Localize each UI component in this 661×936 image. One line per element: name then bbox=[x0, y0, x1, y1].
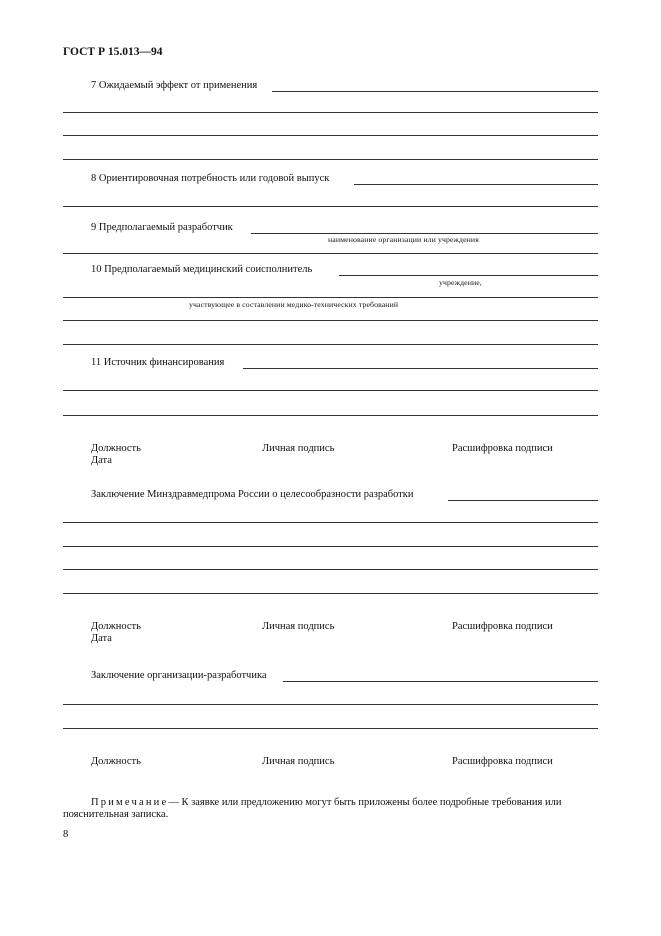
item-8-label: 8 Ориентировочная потребность или годовой выпуск bbox=[91, 173, 330, 184]
item-10-line[interactable] bbox=[63, 297, 598, 298]
developer-conclusion-field[interactable] bbox=[283, 681, 598, 682]
ministry-conclusion-field[interactable] bbox=[448, 500, 598, 501]
item-7-line[interactable] bbox=[63, 112, 598, 113]
position-label: Должность bbox=[91, 443, 141, 454]
developer-conclusion-line[interactable] bbox=[63, 728, 598, 729]
item-8-line[interactable] bbox=[63, 206, 598, 207]
item-9-caption: наименование организации или учреждения bbox=[328, 235, 479, 244]
item-11-line[interactable] bbox=[63, 415, 598, 416]
item-7-field[interactable] bbox=[272, 91, 598, 92]
standard-header: ГОСТ Р 15.013—94 bbox=[63, 46, 163, 58]
signature-decoding-label: Расшифровка подписи bbox=[452, 443, 553, 454]
note-text-continuation: пояснительная записка. bbox=[63, 809, 169, 820]
ministry-conclusion-line[interactable] bbox=[63, 593, 598, 594]
signature-decoding-label: Расшифровка подписи bbox=[452, 621, 553, 632]
ministry-conclusion-line[interactable] bbox=[63, 522, 598, 523]
page-number: 8 bbox=[63, 829, 69, 840]
note-label: Примечание bbox=[91, 797, 169, 808]
item-10-field[interactable] bbox=[339, 275, 598, 276]
signature-decoding-label: Расшифровка подписи bbox=[452, 756, 553, 767]
position-label: Должность bbox=[91, 756, 141, 767]
item-7-line[interactable] bbox=[63, 135, 598, 136]
item-10-line[interactable] bbox=[63, 320, 598, 321]
position-label: Должность bbox=[91, 621, 141, 632]
note-text: — К заявке или предложению могут быть приложены более подробные требования или bbox=[168, 797, 562, 808]
developer-conclusion-label: Заключение организации-разработчика bbox=[91, 670, 267, 681]
signature-label: Личная подпись bbox=[262, 756, 335, 767]
item-9-line[interactable] bbox=[63, 253, 598, 254]
note bbox=[91, 797, 561, 809]
date-label: Дата bbox=[91, 633, 112, 644]
item-9-field[interactable] bbox=[251, 233, 598, 234]
item-11-label: 11 Источник финансирования bbox=[91, 357, 225, 368]
item-11-line[interactable] bbox=[63, 390, 598, 391]
ministry-conclusion-line[interactable] bbox=[63, 546, 598, 547]
item-7-line[interactable] bbox=[63, 159, 598, 160]
item-10-line[interactable] bbox=[63, 344, 598, 345]
signature-label: Личная подпись bbox=[262, 621, 335, 632]
signature-label: Личная подпись bbox=[262, 443, 335, 454]
item-8-field[interactable] bbox=[354, 184, 598, 185]
item-7-label: 7 Ожидаемый эффект от применения bbox=[91, 80, 258, 91]
developer-conclusion-line[interactable] bbox=[63, 704, 598, 705]
ministry-conclusion-line[interactable] bbox=[63, 569, 598, 570]
item-10-caption-2: участвующее в составлении медико-технических требований bbox=[189, 300, 399, 309]
item-11-field[interactable] bbox=[243, 368, 598, 369]
item-9-label: 9 Предполагаемый разработчик bbox=[91, 222, 233, 233]
date-label: Дата bbox=[91, 455, 112, 466]
item-10-caption-1: учреждение, bbox=[439, 278, 482, 287]
ministry-conclusion-label: Заключение Минздравмедпрома России о целесообразности разработки bbox=[91, 489, 414, 500]
item-10-label: 10 Предполагаемый медицинский соисполнитель bbox=[91, 264, 313, 275]
